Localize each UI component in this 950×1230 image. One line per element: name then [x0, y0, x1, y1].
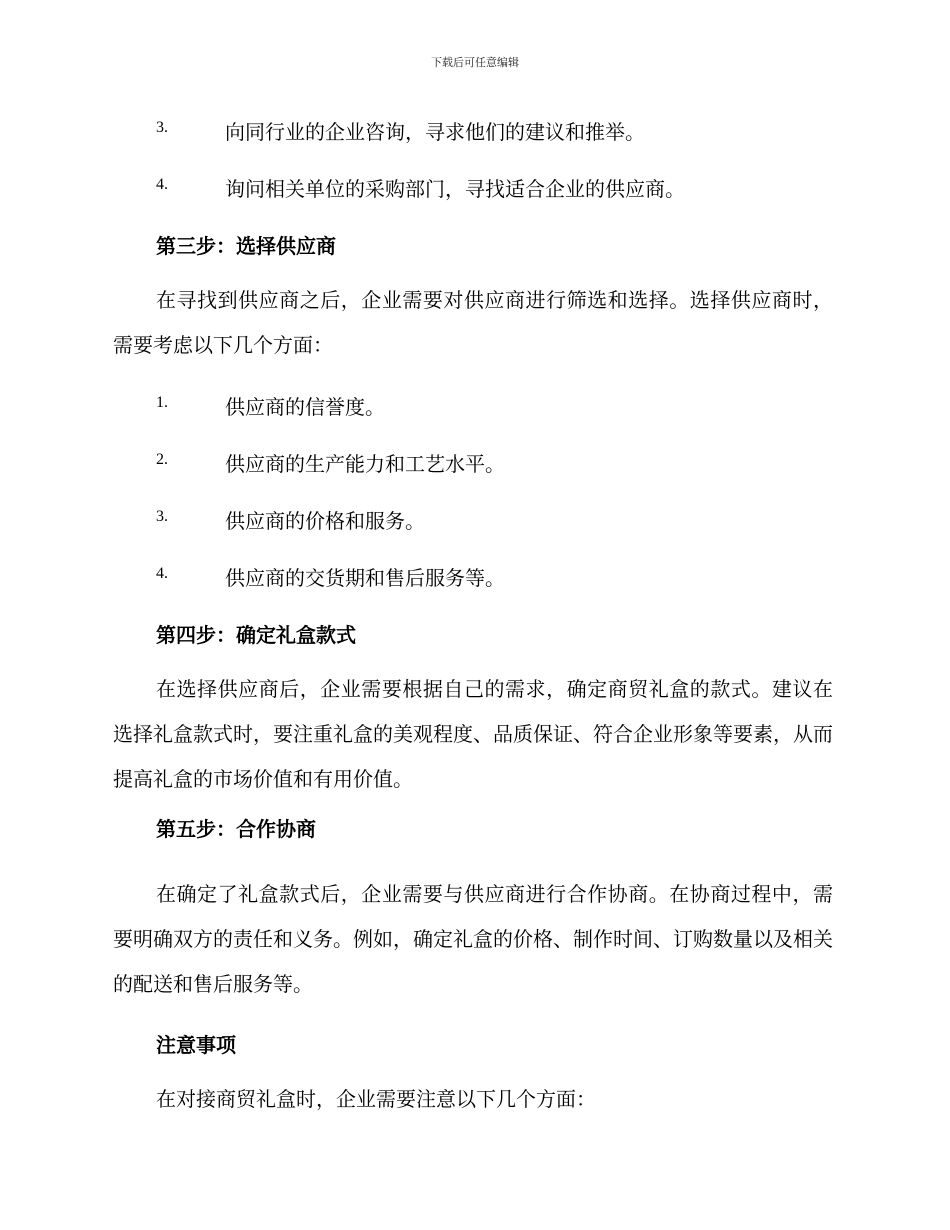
section-heading-notes: 注意事项 [156, 1033, 236, 1057]
paragraph-notes: 在对接商贸礼盒时，企业需要注意以下几个方面： [156, 1087, 596, 1111]
list-text: 供应商的价格和服务。 [225, 509, 425, 533]
list-text: 供应商的信誉度。 [225, 395, 385, 419]
page-header: 下载后可任意编辑 [431, 56, 519, 69]
paragraph-step4: 在选择供应商后，企业需要根据自己的需求，确定商贸礼盒的款式。建议在选择礼盒款式时，要注重礼盒的美观程度、品质保证、符合企业形象等要素，从而提高礼盒的市场价值和有用价值。 [113, 677, 833, 791]
list-number: 2. [156, 451, 168, 468]
list-text: 供应商的交货期和售后服务等。 [225, 566, 505, 590]
list-number: 4. [156, 176, 168, 193]
paragraph-step5: 在确定了礼盒款式后，企业需要与供应商进行合作协商。在协商过程中，需要明确双方的责任和义务。例如，确定礼盒的价格、制作时间、订购数量以及相关的配送和售后服务等。 [113, 882, 833, 996]
list-number: 3. [156, 508, 168, 525]
list-item [156, 116, 836, 146]
list-text: 供应商的生产能力和工艺水平。 [225, 452, 505, 476]
list-number: 3. [156, 119, 168, 136]
list-item [156, 505, 836, 535]
list-number: 1. [156, 394, 168, 411]
list-number: 4. [156, 565, 168, 582]
paragraph-step3: 在寻找到供应商之后，企业需要对供应商进行筛选和选择。选择供应商时，需要考虑以下几个方面： [113, 288, 833, 357]
list-item [156, 173, 836, 203]
list-item [156, 391, 836, 421]
list-item [156, 562, 836, 592]
section-heading-step4: 第四步：确定礼盒款式 [156, 623, 356, 647]
section-heading-step5: 第五步：合作协商 [156, 817, 316, 841]
section-heading-step3: 第三步：选择供应商 [156, 234, 336, 258]
list-item [156, 448, 836, 478]
list-text: 询问相关单位的采购部门，寻找适合企业的供应商。 [225, 177, 685, 201]
list-text: 向同行业的企业咨询，寻求他们的建议和推举。 [225, 120, 645, 144]
